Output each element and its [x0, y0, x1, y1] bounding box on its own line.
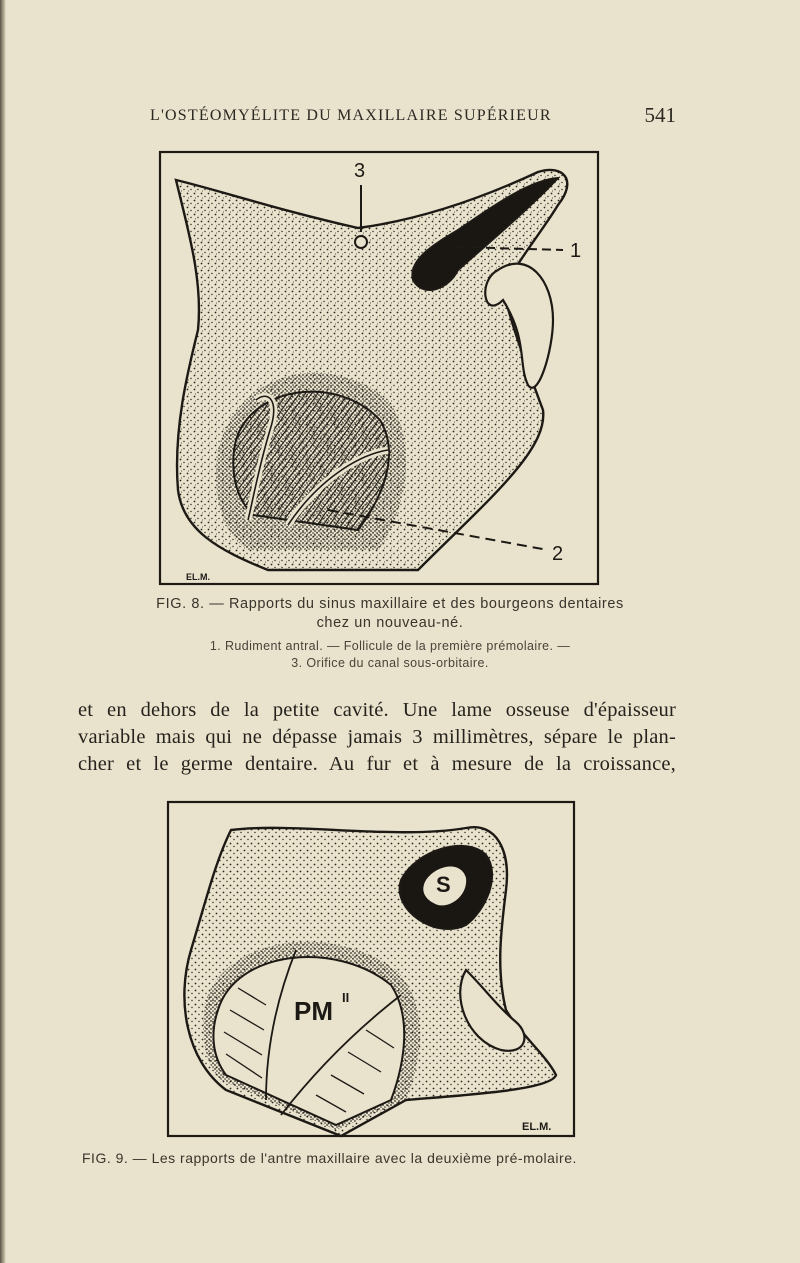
- body-line-2: variable mais qui ne dépasse jamais 3 millimètres, sépare le plan-: [78, 726, 676, 748]
- running-head: [150, 103, 680, 129]
- figure-8-caption-line1: FIG. 8. — Rapports du sinus maxillaire et des bourgeons dentaires: [156, 596, 624, 612]
- figure-8-illustration: [158, 150, 600, 586]
- figure-8-label-2: 2: [552, 543, 564, 565]
- figure-9-drawing: [166, 800, 576, 1140]
- body-paragraph: [78, 697, 676, 778]
- figure-9-signature: EL.M.: [522, 1121, 552, 1133]
- figure-8-label-3: 3: [354, 160, 366, 182]
- body-line-1: et en dehors de la petite cavité. Une lame osseuse d'épaisseur: [78, 699, 676, 721]
- figure-8-legend-line2: 3. Orifice du canal sous-orbitaire.: [291, 656, 489, 670]
- figure-9-caption: FIG. 9. — Les rapports de l'antre maxillaire avec la deuxième pré-molaire.: [82, 1150, 577, 1166]
- figure-8-legend: [110, 638, 670, 672]
- page-binding-edge: [0, 0, 6, 1263]
- figure-8-label-1: 1: [570, 240, 582, 262]
- running-title: L'OSTÉOMYÉLITE DU MAXILLAIRE SUPÉRIEUR: [150, 107, 552, 124]
- body-line-3: cher et le germe dentaire. Au fur et à mesure de la croissance,: [78, 753, 676, 775]
- page-number: 541: [644, 103, 676, 127]
- figure-8-caption-line2: chez un nouveau-né.: [316, 615, 464, 631]
- figure-9-label-pm-superscript: II: [342, 990, 350, 1005]
- figure-9-label-pm: PM: [294, 996, 333, 1026]
- figure-8-legend-line1: 1. Rudiment antral. — Follicule de la première prémolaire. —: [209, 639, 571, 653]
- figure-8-caption: [110, 595, 670, 633]
- figure-8-drawing: [158, 150, 600, 586]
- figure-8-signature: EL.M.: [186, 572, 210, 582]
- figure-9-illustration: [166, 800, 576, 1140]
- figure-9-label-s: S: [436, 872, 451, 897]
